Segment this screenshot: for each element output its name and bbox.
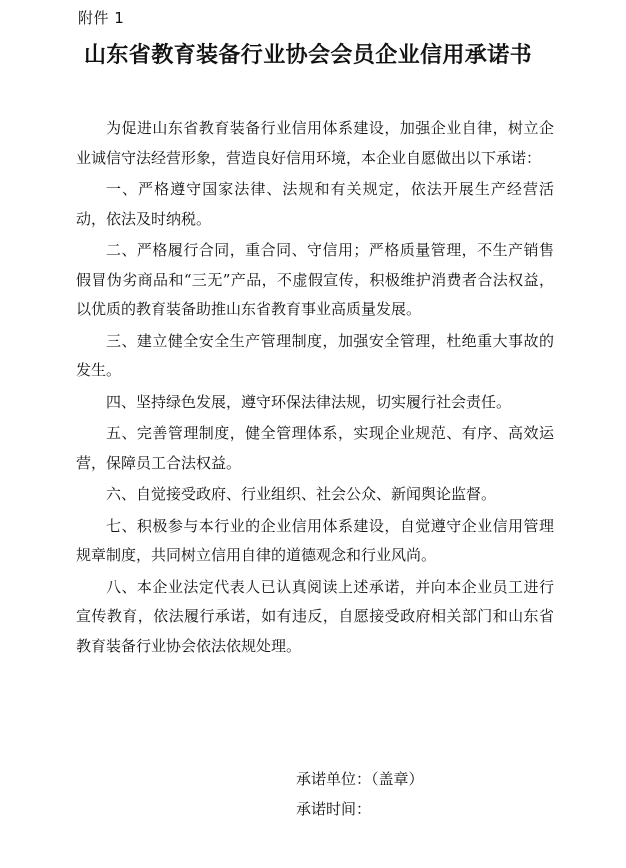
signature-time-label: 承诺时间： [296, 800, 372, 818]
commitment-paragraph-8: 八、本企业法定代表人已认真阅读上述承诺，并向本企业员工进行宣传教育，依法履行承诺，如有违反，自愿接受政府相关部门和山东省教育装备行业协会依法依规处理。 [76, 577, 554, 655]
commitment-paragraph-4: 四、坚持绿色发展，遵守环保法律法规，切实履行社会责任。 [106, 392, 512, 411]
signature-unit-label: 承诺单位：（盖章） [296, 770, 424, 788]
commitment-paragraph-3: 三、建立健全安全生产管理制度，加强安全管理，杜绝重大事故的发生。 [76, 331, 554, 379]
commitment-paragraph-1: 一、严格遵守国家法律、法规和有关规定，依法开展生产经营活动，依法及时纳税。 [76, 180, 554, 228]
commitment-paragraph-5: 五、完善管理制度，健全管理体系，实现企业规范、有序、高效运营，保障员工合法权益。 [76, 424, 554, 472]
commitment-paragraph-2: 二、严格履行合同，重合同、守信用；严格质量管理，不生产销售假冒伪劣商品和“三无”产品，不虚假宣传，积极维护消费者合法权益，以优质的教育装备助推山东省教育事业高质量发展。 [76, 241, 554, 318]
document-body [76, 114, 554, 663]
intro-paragraph: 为促进山东省教育装备行业信用体系建设，加强企业自律，树立企业诚信守法经营形象，营造良好信用环境，本企业自愿做出以下承诺： [76, 119, 554, 167]
attachment-label: 附件 1 [78, 9, 125, 27]
commitment-paragraph-7: 七、积极参与本行业的企业信用体系建设，自觉遵守企业信用管理规章制度，共同树立信用自律的道德观念和行业风尚。 [76, 516, 554, 564]
document-title: 山东省教育装备行业协会会员企业信用承诺书 [84, 43, 533, 68]
commitment-paragraph-6: 六、自觉接受政府、行业组织、社会公众、新闻舆论监督。 [106, 485, 497, 503]
